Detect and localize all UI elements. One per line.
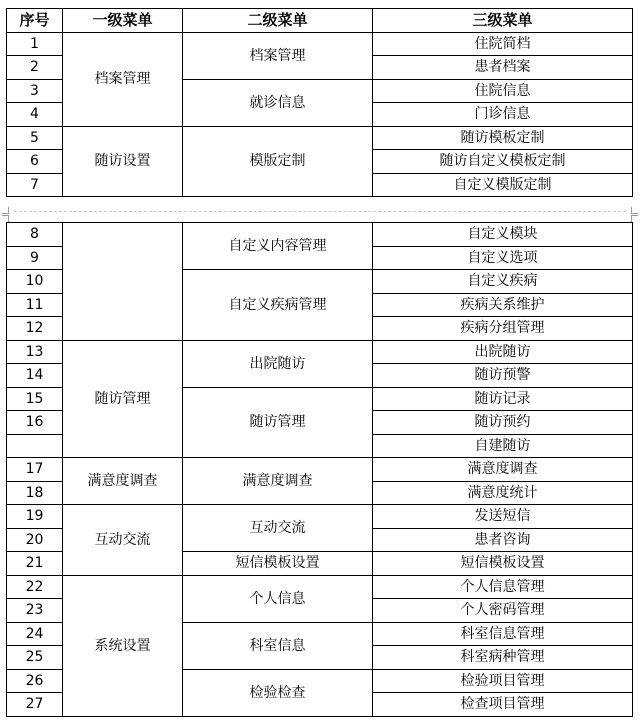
seq-cell: 19: [7, 505, 63, 529]
level2-cell: 科室信息: [183, 622, 373, 669]
seq-cell: 17: [7, 458, 63, 482]
table-row: [7, 458, 633, 482]
level2-cell: 出院随访: [183, 340, 373, 387]
level3-cell: 疾病关系维护: [373, 293, 633, 317]
seq-cell: 27: [7, 693, 63, 717]
table-header-row: [7, 9, 633, 33]
header-level3: 三级菜单: [373, 9, 633, 33]
seq-cell: 20: [7, 528, 63, 552]
level3-cell: 自建随访: [373, 434, 633, 458]
table-row: [7, 340, 633, 364]
seq-cell: 26: [7, 669, 63, 693]
level3-cell: 住院信息: [373, 79, 633, 103]
level3-cell: 自定义模版定制: [373, 173, 633, 197]
seq-cell: 12: [7, 317, 63, 341]
level3-cell: 短信模板设置: [373, 552, 633, 576]
level3-cell: 随访预约: [373, 411, 633, 435]
seq-cell: 23: [7, 599, 63, 623]
level3-cell: 疾病分组管理: [373, 317, 633, 341]
level3-cell: 出院随访: [373, 340, 633, 364]
level2-cell: 模版定制: [183, 126, 373, 197]
seq-cell: 13: [7, 340, 63, 364]
level1-cell: 系统设置: [63, 575, 183, 716]
level3-cell: 患者档案: [373, 56, 633, 80]
seq-cell: 21: [7, 552, 63, 576]
level1-cell: 档案管理: [63, 32, 183, 126]
level3-cell: 发送短信: [373, 505, 633, 529]
level2-cell: 档案管理: [183, 32, 373, 79]
seq-cell: 6: [7, 150, 63, 174]
seq-cell: 24: [7, 622, 63, 646]
level2-cell: 个人信息: [183, 575, 373, 622]
header-level1: 一级菜单: [63, 9, 183, 33]
level3-cell: 个人密码管理: [373, 599, 633, 623]
level3-cell: 随访预警: [373, 364, 633, 388]
table-row: [7, 32, 633, 56]
level3-cell: 满意度调查: [373, 458, 633, 482]
seq-cell: 10: [7, 270, 63, 294]
seq-cell: 8: [7, 223, 63, 247]
level2-cell: 随访管理: [183, 387, 373, 458]
seq-cell: 3: [7, 79, 63, 103]
seq-cell: 7: [7, 173, 63, 197]
level2-cell: 检验检查: [183, 669, 373, 716]
level3-cell: 随访记录: [373, 387, 633, 411]
seq-cell: 22: [7, 575, 63, 599]
level1-cell: 随访管理: [63, 340, 183, 458]
level3-cell: 科室信息管理: [373, 622, 633, 646]
level1-cell: 随访设置: [63, 126, 183, 197]
menu-table-part2: [6, 222, 633, 717]
page-break: [0, 203, 640, 221]
seq-cell: 1: [7, 32, 63, 56]
menu-table-part1: [6, 8, 633, 197]
seq-cell: 18: [7, 481, 63, 505]
level3-cell: 随访自定义模板定制: [373, 150, 633, 174]
seq-cell: 25: [7, 646, 63, 670]
level1-cell: 互动交流: [63, 505, 183, 576]
level2-cell: 互动交流: [183, 505, 373, 552]
level3-cell: 门诊信息: [373, 103, 633, 127]
level1-cell: [63, 223, 183, 341]
level3-cell: 患者咨询: [373, 528, 633, 552]
table-row: [7, 575, 633, 599]
seq-cell: 4: [7, 103, 63, 127]
seq-cell: 16: [7, 411, 63, 435]
seq-cell: 5: [7, 126, 63, 150]
level2-cell: 就诊信息: [183, 79, 373, 126]
table-row: [7, 126, 633, 150]
header-level2: 二级菜单: [183, 9, 373, 33]
level1-cell: 满意度调查: [63, 458, 183, 505]
level3-cell: 检查项目管理: [373, 693, 633, 717]
level3-cell: 随访模板定制: [373, 126, 633, 150]
level3-cell: 自定义模块: [373, 223, 633, 247]
level2-cell: 短信模板设置: [183, 552, 373, 576]
level3-cell: 科室病种管理: [373, 646, 633, 670]
seq-cell: 11: [7, 293, 63, 317]
seq-cell: 9: [7, 246, 63, 270]
level3-cell: 住院简档: [373, 32, 633, 56]
level3-cell: 个人信息管理: [373, 575, 633, 599]
table-row: [7, 223, 633, 247]
level3-cell: 自定义疾病: [373, 270, 633, 294]
seq-cell: 15: [7, 387, 63, 411]
seq-cell: 2: [7, 56, 63, 80]
table-row: [7, 505, 633, 529]
level2-cell: 满意度调查: [183, 458, 373, 505]
level3-cell: 检验项目管理: [373, 669, 633, 693]
level2-cell: 自定义内容管理: [183, 223, 373, 270]
seq-cell: 14: [7, 364, 63, 388]
level2-cell: 自定义疾病管理: [183, 270, 373, 341]
header-seq: 序号: [7, 9, 63, 33]
seq-cell: [7, 434, 63, 458]
level3-cell: 满意度统计: [373, 481, 633, 505]
level3-cell: 自定义选项: [373, 246, 633, 270]
